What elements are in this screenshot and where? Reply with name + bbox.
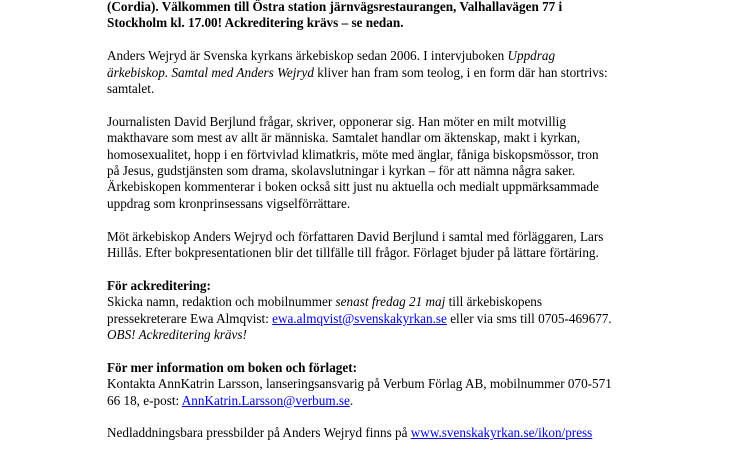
intro-line-2: [107, 65, 667, 81]
meet-paragraph: [107, 229, 667, 262]
press-images-text: Nedladdningsbara pressbilder på Anders Wejryd finns på: [107, 425, 411, 441]
journalist-paragraph: [107, 114, 667, 212]
event-location-paragraph: [107, 0, 667, 32]
event-location-line-2: Stockholm kl. 17.00! Ackreditering krävs – se nedan.: [107, 15, 404, 31]
more-info-line-2: [107, 393, 667, 409]
accreditation-line-1: [107, 294, 667, 310]
contact-email-label: 66 18, e-post:: [107, 392, 182, 408]
journalist-line: homosexualitet, hopp i en förtvivlad klimatkris, möte med änglar, fåniga biskopsmössor, tron: [107, 146, 599, 162]
journalist-line: uppdrag som kronprinsessans vigselförrättare.: [107, 195, 351, 211]
press-secretary-text: pressekreterare Ewa Almqvist:: [107, 310, 273, 326]
press-secretary-email-link[interactable]: ewa.almqvist@svenskakyrkan.se: [272, 310, 447, 326]
book-title-part-2: ärkebiskop. Samtal med Anders Wejryd: [107, 64, 314, 80]
accreditation-text: Skicka namn, redaktion och mobilnummer: [107, 294, 336, 310]
contact-email-link[interactable]: AnnKatrin.Larsson@verbum.se: [181, 392, 350, 408]
journalist-line: på Jesus, gudstjänsten som drama, skolavslutningar i kyrkan – för att nämna några saker.: [107, 163, 576, 179]
accreditation-required-note: OBS! Ackreditering krävs!: [107, 327, 247, 343]
meet-line: Hillås. Efter bokpresentationen blir det tillfälle till frågor. Förlaget bjuder på lättare förtäring.: [107, 245, 599, 261]
more-info-section: [107, 360, 667, 409]
journalist-line: Ärkebiskopen kommenterar i boken också sitt just nu aktuella och medialt uppmärksammade: [107, 179, 599, 195]
press-images-link[interactable]: www.svenskakyrkan.se/ikon/press: [410, 425, 593, 441]
book-title-part-1: Uppdrag: [507, 48, 556, 64]
intro-text-continued: kliver han fram som teolog, i en form där han stortrivs:: [313, 64, 608, 80]
accreditation-heading: För ackreditering:: [107, 277, 211, 293]
press-images-line: [107, 425, 667, 441]
event-location-line-1: (Cordia). Välkommen till Östra station järnvägsrestaurangen, Valhallavägen 77 i: [107, 0, 563, 14]
journalist-line: makthavare som mest av allt är människa. Samtalet handlar om äktenskap, makt i kyrkan,: [107, 130, 581, 146]
accreditation-deadline: senast fredag 21 maj: [335, 294, 446, 310]
press-images-paragraph: [107, 425, 667, 441]
document-body: [107, 0, 667, 458]
more-info-line-1: Kontakta AnnKatrin Larsson, lanseringsansvarig på Verbum Förlag AB, mobilnummer 070-571: [107, 376, 612, 392]
more-info-heading: För mer information om boken och förlaget:: [107, 359, 358, 375]
accreditation-line-2: [107, 311, 667, 327]
intro-paragraph: [107, 48, 667, 97]
intro-line-3: samtalet.: [107, 81, 155, 97]
accreditation-section: [107, 278, 667, 344]
intro-text: Anders Wejryd är Svenska kyrkans ärkebiskop sedan 2006. I intervjuboken: [107, 48, 508, 64]
intro-line-1: [107, 48, 667, 64]
journalist-line: Journalisten David Berjlund frågar, skriver, opponerar sig. Han möter en milt motvillig: [107, 113, 566, 129]
accreditation-text-continued: till ärkebiskopens: [445, 294, 543, 310]
contact-email-period: .: [349, 392, 354, 408]
sms-text: eller via sms till 0705-469677.: [446, 310, 612, 326]
meet-line: Möt ärkebiskop Anders Wejryd och författaren David Berjlund i samtal med förläggaren, Lars: [107, 228, 604, 244]
